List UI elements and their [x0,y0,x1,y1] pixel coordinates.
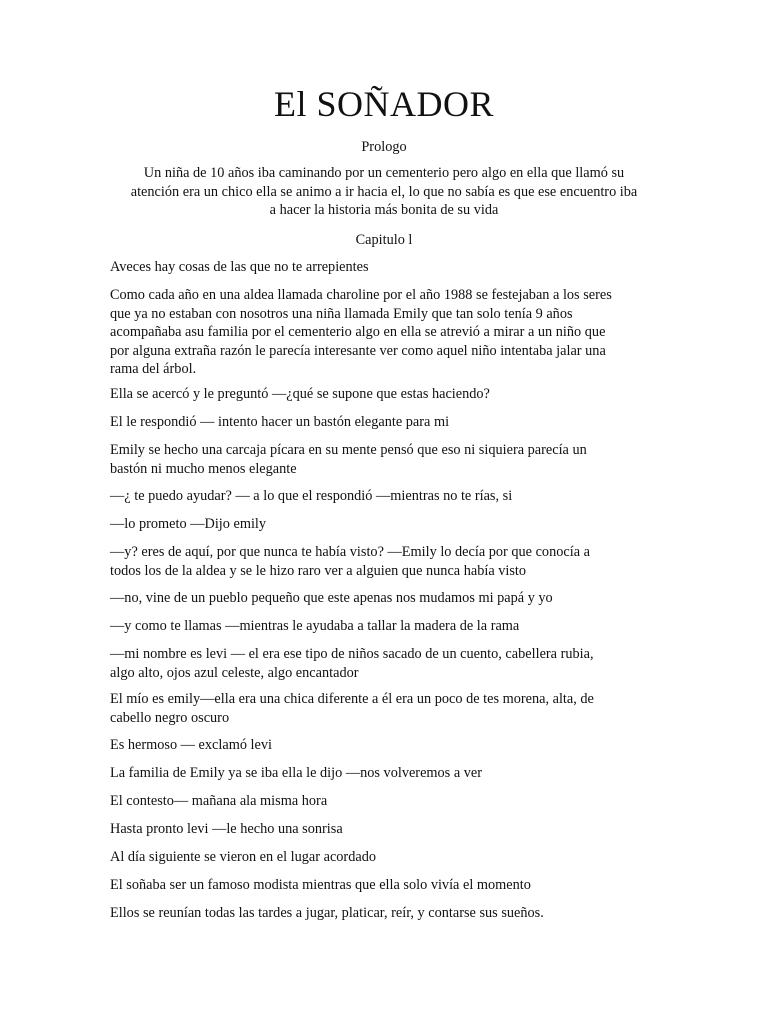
prologue-text [108,164,660,220]
paragraph [110,645,660,682]
paragraph [110,848,660,867]
paragraph [110,441,660,478]
paragraph-line: Como cada año en una aldea llamada charoline por el año 1988 se festejaban a los seres [110,287,612,303]
paragraph-line: —y como te llamas —mientras le ayudaba a tallar la madera de la rama [110,618,520,634]
paragraph-line: El soñaba ser un famoso modista mientras que ella solo vivía el momento [110,877,531,893]
paragraph-line: La familia de Emily ya se iba ella le dijo —nos volveremos a ver [110,765,482,781]
paragraph-line: —no, vine de un pueblo pequeño que este apenas nos mudamos mi papá y yo [110,590,553,606]
paragraph [110,764,660,783]
paragraph-line: rama del árbol. [110,361,197,377]
paragraph-line: que ya no estaban con nosotros una niña llamada Emily que tan solo tenía 9 años [110,305,573,322]
paragraph-line: algo alto, ojos azul celeste, algo encantador [110,664,359,681]
prologue-heading: Prologo [361,139,407,155]
paragraph [110,286,660,379]
paragraph-line: Es hermoso — exclamó levi [110,737,272,753]
paragraph-line: El le respondió — intento hacer un bastón elegante para mi [110,414,450,430]
prologue-line: atención era un chico ella se animo a ir hacia el, lo que no sabía es que ese encuentro iba [130,183,638,200]
paragraph-line: acompañaba asu familia por el cementerio algo en ella se atrevió a mirar a un niño que [110,324,606,340]
prologue-line: Un niña de 10 años iba caminando por un cementerio pero algo en ella que llamó su [143,165,625,181]
paragraph [110,690,660,727]
paragraph [110,487,660,506]
paragraph [110,515,660,534]
paragraph [110,385,660,404]
paragraph-line: cabello negro oscuro [110,709,230,726]
paragraph [110,617,660,636]
paragraph-line: por alguna extraña razón le parecía interesante ver como aquel niño intentaba jalar una [110,342,606,359]
paragraph [110,876,660,895]
paragraph-line: Hasta pronto levi —le hecho una sonrisa [110,821,343,837]
paragraph-line: —mi nombre es levi — el era ese tipo de niños sacado de un cuento, cabellera rubia, [110,646,594,662]
paragraph-line: Ellos se reunían todas las tardes a jugar, platicar, reír, y contarse sus sueños. [110,905,544,921]
paragraph [110,589,660,608]
paragraph-line: Al día siguiente se vieron en el lugar acordado [110,849,376,865]
paragraph-line: El mío es emily—ella era una chica diferente a él era un poco de tes morena, alta, de [110,691,594,707]
document-title: El SOÑADOR [273,84,494,124]
chapter-heading: Capitulo l [355,232,413,248]
paragraph [110,543,660,580]
paragraph-line: Ella se acercó y le preguntó —¿qué se supone que estas haciendo? [110,386,490,402]
paragraph [110,413,660,432]
paragraph [110,258,660,277]
prologue-line: a hacer la historia más bonita de su vida [269,202,499,218]
paragraph [110,820,660,839]
paragraph [110,736,660,755]
paragraph-line: Aveces hay cosas de las que no te arrepientes [110,259,369,275]
paragraph-line: El contesto— mañana ala misma hora [110,793,328,809]
paragraph [110,792,660,811]
paragraph-line: —lo prometo —Dijo emily [110,516,267,532]
paragraph-line: bastón ni mucho menos elegante [110,460,297,477]
paragraph-line: —y? eres de aquí, por que nunca te había visto? —Emily lo decía por que conocía a [110,544,590,560]
paragraph-line: —¿ te puedo ayudar? — a lo que el respondió —mientras no te rías, si [110,488,513,504]
paragraph-line: todos los de la aldea y se le hizo raro ver a alguien que nunca había visto [110,562,527,579]
paragraph-line: Emily se hecho una carcaja pícara en su mente pensó que eso ni siquiera parecía un [110,442,587,458]
paragraph [110,904,660,923]
